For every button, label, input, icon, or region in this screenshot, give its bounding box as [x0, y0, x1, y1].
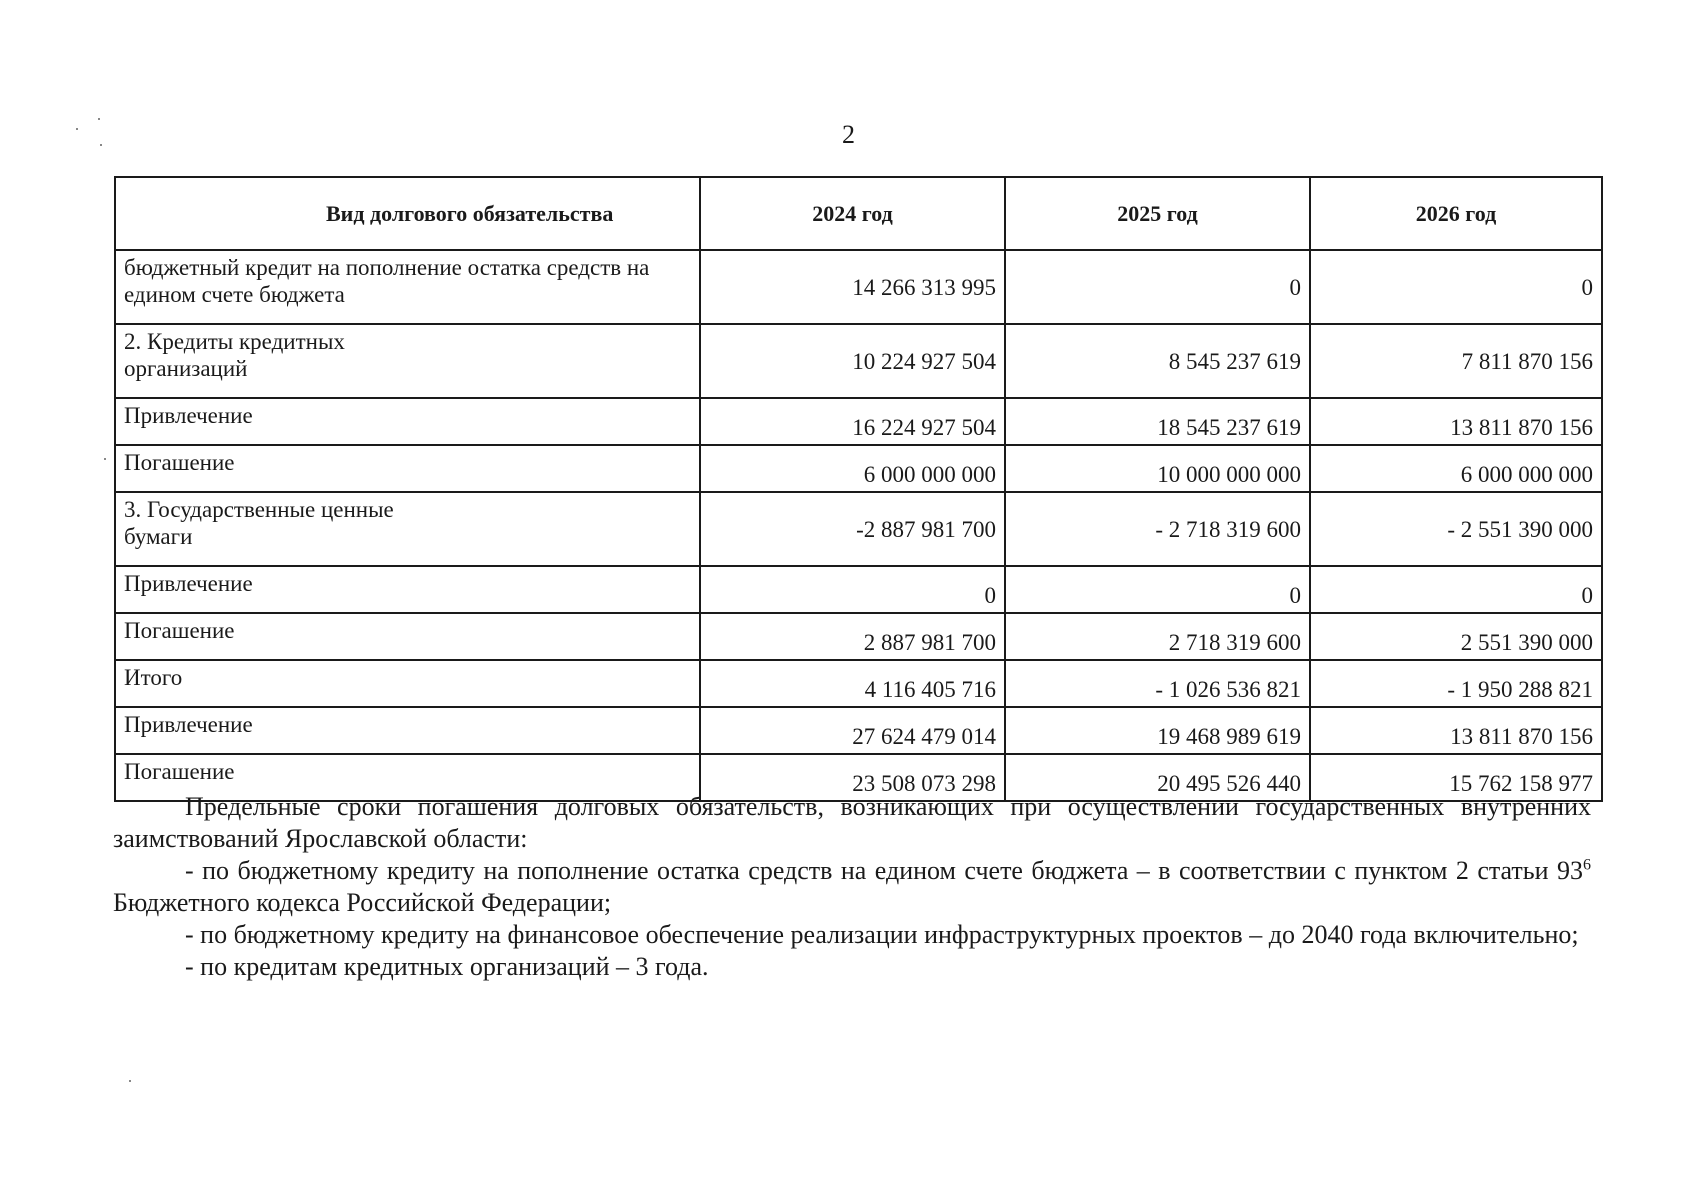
table-row [115, 566, 1602, 613]
value-2025: 2 718 319 600 [1005, 613, 1310, 660]
value-2026: 0 [1310, 566, 1602, 613]
header-year-2026: 2026 год [1310, 177, 1602, 250]
scan-speck [104, 458, 106, 460]
header-year-2025: 2025 год [1005, 177, 1310, 250]
value-2026: 13 811 870 156 [1310, 398, 1602, 445]
value-2024: 6 000 000 000 [700, 445, 1005, 492]
row-label: 2. Кредиты кредитных организаций [115, 324, 700, 398]
budget-credit-item [113, 855, 1591, 919]
table-row [115, 707, 1602, 754]
value-2025: 10 000 000 000 [1005, 445, 1310, 492]
infrastructure-credit-item: - по бюджетному кредиту на финансовое обеспечение реализации инфраструктурных проектов – до 2040 года включительно; [185, 920, 1579, 949]
value-2026: 6 000 000 000 [1310, 445, 1602, 492]
table-row [115, 445, 1602, 492]
value-2025: 19 468 989 619 [1005, 707, 1310, 754]
value-2026: 2 551 390 000 [1310, 613, 1602, 660]
value-2025: 20 495 526 440 [1005, 754, 1310, 801]
table-header-row [115, 177, 1602, 250]
row-label: Итого [115, 660, 700, 707]
value-2026: 7 811 870 156 [1310, 324, 1602, 398]
value-2025: - 2 718 319 600 [1005, 492, 1310, 566]
value-2024: 16 224 927 504 [700, 398, 1005, 445]
value-2026: 13 811 870 156 [1310, 707, 1602, 754]
value-2024: 2 887 981 700 [700, 613, 1005, 660]
value-2025: 18 545 237 619 [1005, 398, 1310, 445]
row-label: Привлечение [115, 707, 700, 754]
row-label: Погашение [115, 445, 700, 492]
row-label: Погашение [115, 613, 700, 660]
table-row [115, 492, 1602, 566]
value-2024: 27 624 479 014 [700, 707, 1005, 754]
value-2024: 10 224 927 504 [700, 324, 1005, 398]
row-label: Погашение [115, 754, 700, 801]
table-row [115, 324, 1602, 398]
value-2026: - 2 551 390 000 [1310, 492, 1602, 566]
table-row [115, 613, 1602, 660]
table-row [115, 250, 1602, 324]
page-number: 2 [842, 120, 855, 149]
value-2024: 23 508 073 298 [700, 754, 1005, 801]
value-2025: - 1 026 536 821 [1005, 660, 1310, 707]
intro-paragraph: Предельные сроки погашения долговых обязательств, возникающих при осуществлении государственных внутренних заимствований Ярославской области: [113, 792, 1591, 853]
value-2024: 0 [700, 566, 1005, 613]
value-2026: 15 762 158 977 [1310, 754, 1602, 801]
row-label: Привлечение [115, 398, 700, 445]
budget-credit-item-text: - по бюджетному кредиту на пополнение остатка средств на едином счете бюджета – в соответствии с пунктом 2 статьи 93 [185, 856, 1583, 885]
repayment-terms-text [113, 791, 1591, 983]
article-superscript: 6 [1583, 856, 1591, 874]
budget-code-reference: Бюджетного кодекса Российской Федерации; [113, 888, 612, 917]
row-label: Привлечение [115, 566, 700, 613]
header-year-2024: 2024 год [700, 177, 1005, 250]
value-2026: - 1 950 288 821 [1310, 660, 1602, 707]
table-row [115, 660, 1602, 707]
value-2025: 0 [1005, 250, 1310, 324]
value-2024: 14 266 313 995 [700, 250, 1005, 324]
value-2024: 4 116 405 716 [700, 660, 1005, 707]
scan-speck [129, 1080, 131, 1082]
value-2024: -2 887 981 700 [700, 492, 1005, 566]
value-2025: 0 [1005, 566, 1310, 613]
debt-table [114, 176, 1603, 802]
table-row [115, 398, 1602, 445]
row-label: 3. Государственные ценные бумаги [115, 492, 700, 566]
value-2026: 0 [1310, 250, 1602, 324]
header-debt-type: Вид долгового обязательства [115, 177, 700, 250]
row-label: бюджетный кредит на пополнение остатка средств на едином счете бюджета [115, 250, 700, 324]
bank-credit-item: - по кредитам кредитных организаций – 3 года. [185, 952, 709, 981]
value-2025: 8 545 237 619 [1005, 324, 1310, 398]
